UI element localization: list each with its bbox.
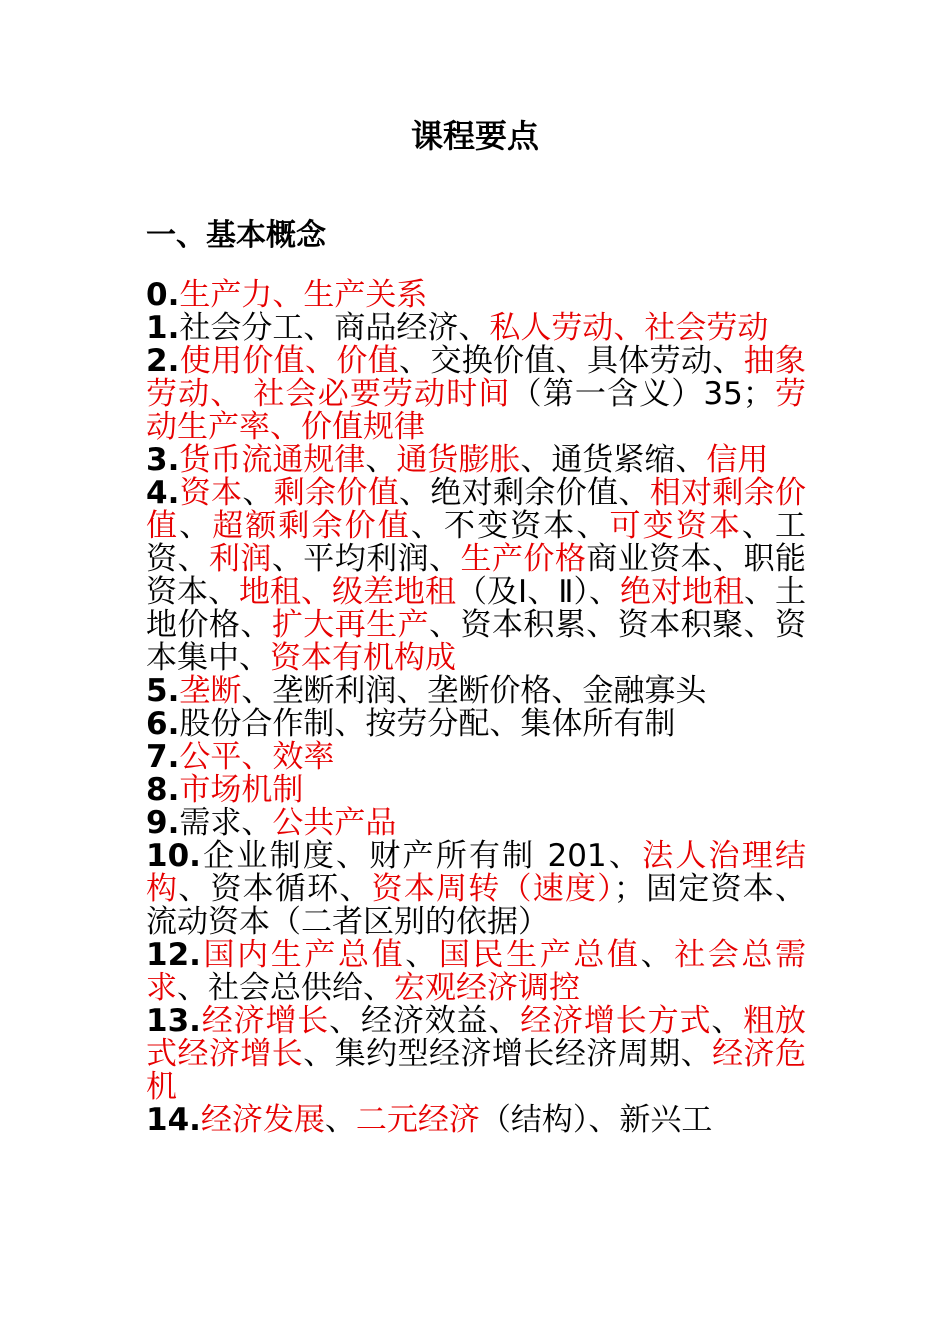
term-text: （第一含义）35；	[510, 376, 774, 412]
paragraph-number: 0.	[146, 277, 180, 313]
paragraph-number: 1.	[146, 310, 180, 346]
term-text: 、通货紧缩、	[520, 442, 707, 478]
concept-paragraph	[146, 312, 806, 345]
highlighted-term: 货币流通规律	[179, 442, 366, 478]
highlighted-term: 国民生产总值	[438, 937, 641, 973]
highlighted-term: 利润	[208, 541, 272, 577]
concept-paragraph	[146, 708, 806, 741]
term-text: 、交换价值、具体劳动、	[399, 343, 744, 379]
concept-paragraph	[146, 774, 806, 807]
term-text: 、	[405, 937, 439, 973]
highlighted-term: 经济增长方式	[520, 1003, 712, 1039]
term-text: ；固定资本、流动资本（二者区别的依据）	[146, 871, 807, 940]
paragraph-number: 7.	[146, 739, 180, 775]
highlighted-term: 信用	[706, 442, 769, 478]
concept-paragraph	[146, 444, 806, 477]
highlighted-term: 生产价格	[460, 541, 587, 577]
concept-paragraph	[146, 840, 806, 939]
highlighted-term: 二元经济	[355, 1102, 480, 1138]
highlighted-term: 劳动生产率、价值规律	[146, 376, 807, 445]
paragraph-number: 4.	[146, 475, 180, 511]
highlighted-term: 地租、级差地租	[239, 574, 457, 610]
term-text: 需求、	[179, 805, 273, 841]
highlighted-term: 生产力、生产关系	[179, 277, 428, 313]
paragraph-number: 14.	[146, 1102, 201, 1138]
term-text: 、经济效益、	[329, 1003, 521, 1039]
term-text: 、集约型经济增长经济周期、	[303, 1036, 713, 1072]
paragraph-number: 13.	[146, 1003, 201, 1039]
term-text: 、土地价格、	[146, 574, 807, 643]
highlighted-term: 粗放式经济增长	[146, 1003, 807, 1072]
term-text: 、工资、	[146, 508, 807, 577]
highlighted-term: 相对剩余价值	[146, 475, 807, 544]
term-text: 、不变资本、	[410, 508, 610, 544]
paragraph-number: 6.	[146, 706, 180, 742]
term-text: 社会分工、商品经济、	[179, 310, 490, 346]
concept-paragraph	[146, 477, 806, 675]
highlighted-term: 可变资本	[609, 508, 742, 544]
highlighted-term: 经济危机	[146, 1036, 807, 1105]
term-text: （结构）、新兴工	[479, 1102, 713, 1138]
term-text: 、	[365, 442, 397, 478]
term-text: 、	[242, 475, 274, 511]
highlighted-term: 市场机制	[179, 772, 304, 808]
highlighted-term: 资本	[179, 475, 243, 511]
term-text: 、垄断利润、垄断价格、金融寡头	[241, 673, 707, 709]
highlighted-term: 公共产品	[272, 805, 397, 841]
concept-list	[146, 279, 806, 1137]
term-text: 、	[179, 508, 213, 544]
concept-paragraph	[146, 279, 806, 312]
paragraph-number: 9.	[146, 805, 180, 841]
term-text: 股份合作制、按劳分配、集体所有制	[179, 706, 676, 742]
term-text: 、	[640, 937, 675, 973]
concept-paragraph	[146, 1104, 806, 1137]
paragraph-number: 2.	[146, 343, 180, 379]
term-text: 、	[324, 1102, 356, 1138]
term-text: 、绝对剩余价值、	[399, 475, 650, 511]
highlighted-term: 资本有机构成	[270, 640, 456, 676]
page-title: 课程要点	[410, 117, 539, 155]
highlighted-term: 经济发展	[200, 1102, 325, 1138]
highlighted-term: 超额剩余价值	[212, 508, 411, 544]
highlighted-term: 剩余价值	[273, 475, 400, 511]
paragraph-number: 5.	[146, 673, 180, 709]
concept-paragraph	[146, 939, 806, 1005]
highlighted-term: 通货膨胀	[396, 442, 521, 478]
highlighted-term: 法人治理结构	[146, 838, 806, 907]
paragraph-number: 12.	[146, 937, 201, 973]
highlighted-term: 经济增长	[200, 1003, 330, 1039]
concept-paragraph	[146, 807, 806, 840]
term-text: 、	[711, 1003, 744, 1039]
term-text: 、社会总供给、	[177, 970, 394, 1006]
concept-paragraph	[146, 741, 806, 774]
highlighted-term: 国内生产总值	[200, 937, 406, 973]
highlighted-term: 抽象劳动、 社会必要劳动时间	[146, 343, 807, 412]
term-text: 、资本循环、	[178, 871, 372, 907]
term-text: 、平均利润、	[271, 541, 461, 577]
highlighted-term: 私人劳动、社会劳动	[489, 310, 769, 346]
highlighted-term: 垄断	[179, 673, 242, 709]
term-text: 企业制度、财产所有制 201、	[200, 838, 643, 874]
section-heading: 一、基本概念	[146, 218, 326, 253]
paragraph-number: 10.	[146, 838, 201, 874]
highlighted-term: 使用价值、价值	[179, 343, 400, 379]
concept-paragraph	[146, 1005, 806, 1104]
concept-paragraph	[146, 345, 806, 444]
highlighted-term: 扩大再生产	[271, 607, 430, 643]
term-text: （及Ⅰ、Ⅱ）、	[456, 574, 620, 610]
paragraph-number: 8.	[146, 772, 180, 808]
highlighted-term: 社会总需求	[146, 937, 807, 1006]
highlighted-term: 公平、效率	[179, 739, 335, 775]
paragraph-number: 3.	[146, 442, 180, 478]
highlighted-term: 宏观经济调控	[394, 970, 580, 1006]
highlighted-term: 资本周转（速度）	[371, 871, 614, 907]
term-text: 商业资本、职能资本、	[146, 541, 807, 610]
term-text: 、资本积累、资本积聚、资本集中、	[146, 607, 807, 676]
highlighted-term: 绝对地租	[619, 574, 745, 610]
concept-paragraph	[146, 675, 806, 708]
